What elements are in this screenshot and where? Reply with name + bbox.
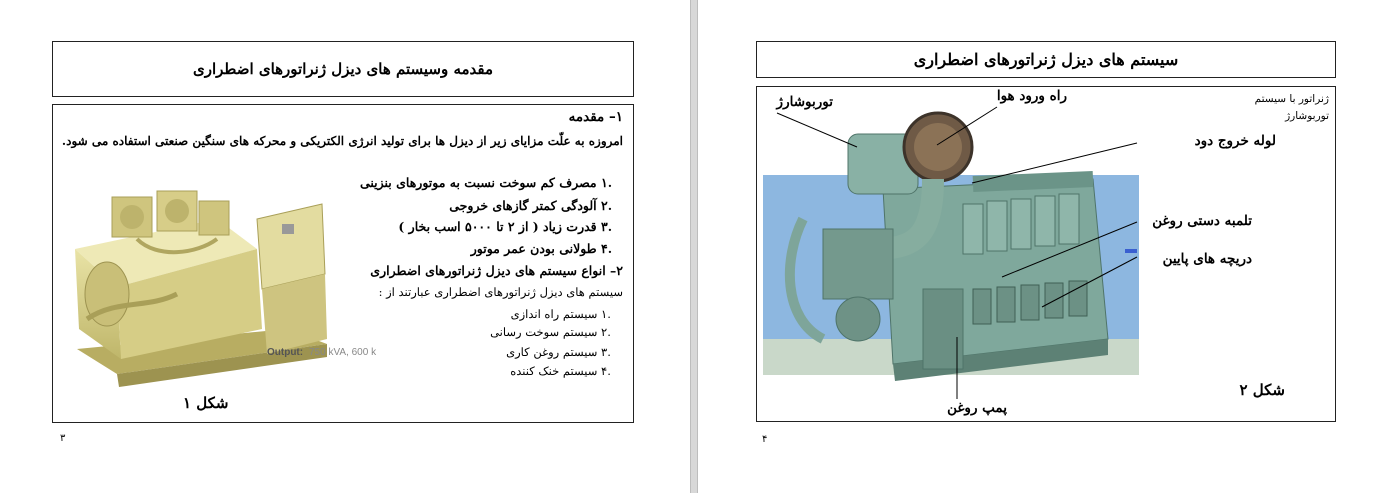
diesel-generator-image: [57, 179, 389, 389]
page-number: ۳: [60, 433, 66, 444]
output-label: Output:: [267, 347, 304, 358]
right-page: [698, 0, 1394, 493]
label-hand-oil-pump: تلمبه دستی روغن: [1152, 213, 1252, 229]
figure2-caption: شکل ۲: [1239, 381, 1285, 399]
label-oil-pump: پمپ روغن: [947, 400, 1007, 416]
section2-intro: سیستم های دیزل ژنراتورهای اضطراری عبارتند از :: [378, 285, 623, 299]
output-value: 750 kVA, 600 k: [309, 347, 377, 358]
page-gutter: [690, 0, 698, 493]
system-item: .۳ سیستم روغن کاری: [506, 345, 611, 359]
section2-heading: ۲– انواع سیستم های دیزل ژنراتورهای اضطراری: [370, 263, 623, 278]
system-item: .۴ سیستم خنک کننده: [510, 364, 611, 378]
right-content-box: [756, 86, 1336, 422]
advantage-item: .۴ طولانی بودن عمر موتور: [470, 241, 613, 256]
system-item: .۱ سیستم راه اندازی: [510, 307, 611, 321]
figure1-caption: شکل ۱: [183, 394, 229, 412]
label-lower-hatches: دریچه های پایین: [1162, 251, 1252, 267]
label-exhaust-pipe: لوله خروج دود: [1194, 133, 1276, 149]
page-number: ۴: [762, 434, 768, 445]
system-item: .۲ سیستم سوخت رسانی: [490, 325, 611, 339]
side-note: ژنراتور با سیستم توربوشارژ: [1254, 93, 1329, 122]
right-page-title: سیستم های دیزل ژنراتورهای اضطراری: [913, 50, 1179, 69]
left-page: [0, 0, 690, 493]
advantage-item: .۲ آلودگی کمتر گازهای خروجی: [449, 198, 613, 213]
left-content-box: [52, 104, 634, 423]
intro-paragraph: امروزه به علّت مزایای زیر از دیزل ها برای تولید انرژی الکتریکی و محرکه های سنگین صنعتی استفاده می شود.: [61, 134, 623, 148]
advantage-item: .۳ قدرت زیاد ( از ۲ تا ۵۰۰۰ اسب بخار ): [398, 219, 613, 234]
label-air-inlet: راه ورود هوا: [996, 88, 1067, 104]
section1-heading: ۱– مقدمه: [568, 109, 623, 125]
right-page-title-box: [756, 41, 1336, 78]
advantage-item: .۱ مصرف کم سوخت نسبت به موتورهای بنزینی: [359, 175, 613, 190]
label-turbocharger: توربوشارژ: [776, 94, 833, 110]
left-page-title-box: [52, 41, 634, 97]
left-page-title: مقدمه وسیستم های دیزل ژنراتورهای اضطراری: [192, 60, 494, 78]
